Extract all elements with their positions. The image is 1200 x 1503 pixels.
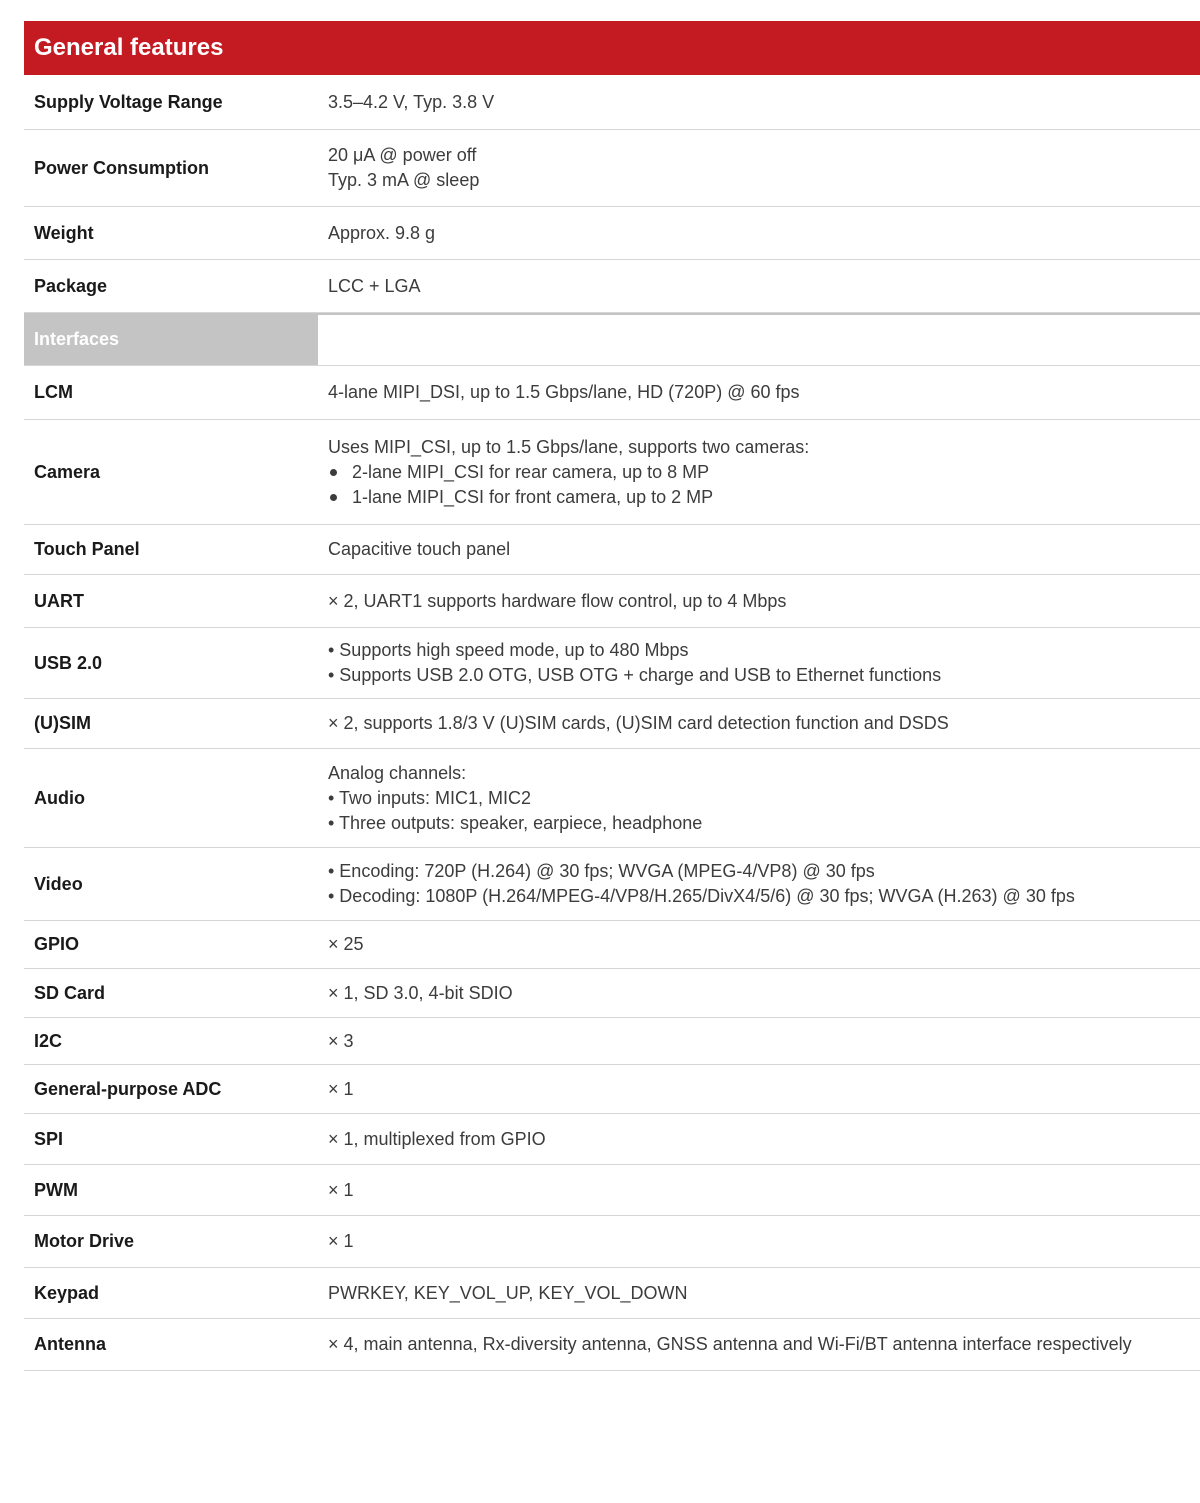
row-value bbox=[318, 1332, 1200, 1357]
value-line: × 1 bbox=[328, 1078, 354, 1099]
row-value bbox=[318, 1127, 1200, 1152]
row-value bbox=[318, 435, 1200, 510]
row-label: Touch Panel bbox=[34, 539, 140, 559]
section-divider bbox=[318, 313, 1200, 365]
row-label: UART bbox=[34, 590, 84, 611]
value-line: × 4, main antenna, Rx-diversity antenna, GNSS antenna and Wi-Fi/BT antenna interface respectively bbox=[328, 1334, 1132, 1354]
table-row bbox=[24, 1065, 1200, 1114]
row-value bbox=[318, 932, 1200, 957]
value-line: • Decoding: 1080P (H.264/MPEG-4/VP8/H.265/DivX4/5/6) @ 30 fps; WVGA (H.263) @ 30 fps bbox=[328, 886, 1075, 906]
row-value bbox=[318, 380, 1200, 405]
interfaces-table bbox=[24, 366, 1200, 1371]
table-row bbox=[24, 130, 1200, 207]
row-value bbox=[318, 1281, 1200, 1306]
row-label: I2C bbox=[34, 1030, 63, 1051]
row-label: Antenna bbox=[34, 1334, 106, 1354]
row-label: Supply Voltage Range bbox=[34, 91, 223, 112]
row-label: (U)SIM bbox=[34, 713, 91, 733]
row-value bbox=[318, 1029, 1200, 1054]
row-value bbox=[318, 221, 1200, 246]
bullet-icon bbox=[330, 494, 337, 501]
value-line: × 1 bbox=[328, 1179, 354, 1200]
row-label: Power Consumption bbox=[34, 157, 209, 178]
table-row bbox=[24, 1319, 1200, 1371]
value-line: 20 μA @ power off bbox=[328, 145, 477, 165]
value-line: × 25 bbox=[328, 934, 364, 954]
row-value bbox=[318, 143, 1200, 193]
table-row bbox=[24, 921, 1200, 969]
value-line: • Two inputs: MIC1, MIC2 bbox=[328, 787, 532, 808]
table-row bbox=[24, 1268, 1200, 1319]
value-line: Approx. 9.8 g bbox=[328, 222, 436, 243]
value-line: × 3 bbox=[328, 1030, 354, 1051]
table-row bbox=[24, 628, 1200, 699]
row-label: SPI bbox=[34, 1128, 64, 1149]
table-row bbox=[24, 260, 1200, 313]
row-value bbox=[318, 859, 1200, 909]
row-label: LCM bbox=[34, 382, 73, 402]
table-row bbox=[24, 969, 1200, 1018]
row-value bbox=[318, 1178, 1200, 1203]
row-label: Camera bbox=[34, 461, 101, 482]
section-header-interfaces bbox=[24, 313, 1200, 366]
table-row bbox=[24, 525, 1200, 575]
value-line: • Supports high speed mode, up to 480 Mbps bbox=[328, 640, 689, 660]
table-row bbox=[24, 848, 1200, 921]
bullet-text: 1-lane MIPI_CSI for front camera, up to 2 MP bbox=[352, 486, 714, 507]
table-row bbox=[24, 749, 1200, 848]
table-row bbox=[24, 1114, 1200, 1165]
row-value bbox=[318, 537, 1200, 562]
value-line: • Supports USB 2.0 OTG, USB OTG + charge and USB to Ethernet functions bbox=[328, 665, 942, 685]
value-line: Typ. 3 mA @ sleep bbox=[328, 170, 480, 190]
general-features-table bbox=[24, 75, 1200, 313]
value-line: LCC + LGA bbox=[328, 275, 421, 296]
row-value bbox=[318, 1077, 1200, 1102]
table-row bbox=[24, 207, 1200, 260]
value-line: Uses MIPI_CSI, up to 1.5 Gbps/lane, supports two cameras: bbox=[328, 436, 810, 457]
value-line: • Three outputs: speaker, earpiece, headphone bbox=[328, 812, 703, 833]
row-label: SD Card bbox=[34, 982, 106, 1003]
value-line: × 1 bbox=[328, 1231, 354, 1251]
table-row bbox=[24, 1018, 1200, 1065]
row-label: Video bbox=[34, 873, 83, 894]
row-value bbox=[318, 589, 1200, 614]
bullet-item bbox=[328, 485, 1200, 510]
row-label: PWM bbox=[34, 1179, 78, 1200]
value-line: × 1, SD 3.0, 4-bit SDIO bbox=[328, 982, 513, 1003]
bullet-item bbox=[328, 460, 1200, 485]
row-value bbox=[318, 761, 1200, 836]
row-label: Package bbox=[34, 275, 108, 296]
value-line: Capacitive touch panel bbox=[328, 539, 511, 559]
row-label: Audio bbox=[34, 787, 85, 808]
table-row bbox=[24, 699, 1200, 749]
row-value bbox=[318, 90, 1200, 115]
row-label: GPIO bbox=[34, 934, 80, 954]
row-label: General-purpose ADC bbox=[34, 1078, 222, 1099]
table-row bbox=[24, 575, 1200, 628]
row-value bbox=[318, 1229, 1200, 1254]
value-line: × 1, multiplexed from GPIO bbox=[328, 1128, 546, 1149]
row-label: USB 2.0 bbox=[34, 652, 103, 673]
table-row bbox=[24, 75, 1200, 130]
section-label: Interfaces bbox=[24, 313, 318, 365]
value-line: Analog channels: bbox=[328, 762, 467, 783]
value-line: • Encoding: 720P (H.264) @ 30 fps; WVGA (MPEG-4/VP8) @ 30 fps bbox=[328, 861, 875, 881]
table-row bbox=[24, 420, 1200, 525]
value-line: PWRKEY, KEY_VOL_UP, KEY_VOL_DOWN bbox=[328, 1282, 688, 1303]
spec-sheet bbox=[24, 21, 1200, 1371]
row-value bbox=[318, 274, 1200, 299]
table-row bbox=[24, 1165, 1200, 1216]
value-line: × 2, UART1 supports hardware flow control, up to 4 Mbps bbox=[328, 590, 787, 611]
row-value bbox=[318, 638, 1200, 688]
row-label: Keypad bbox=[34, 1282, 100, 1303]
table-row bbox=[24, 366, 1200, 420]
row-label: Motor Drive bbox=[34, 1231, 135, 1251]
page-title: General features bbox=[24, 21, 1200, 75]
bullet-icon bbox=[330, 469, 337, 476]
row-label: Weight bbox=[34, 222, 94, 243]
bullet-text: 2-lane MIPI_CSI for rear camera, up to 8 MP bbox=[352, 461, 710, 482]
value-line: 4-lane MIPI_DSI, up to 1.5 Gbps/lane, HD (720P) @ 60 fps bbox=[328, 382, 800, 402]
value-line: × 2, supports 1.8/3 V (U)SIM cards, (U)SIM card detection function and DSDS bbox=[328, 713, 949, 733]
value-line: 3.5–4.2 V, Typ. 3.8 V bbox=[328, 91, 495, 112]
row-value bbox=[318, 711, 1200, 736]
table-row bbox=[24, 1216, 1200, 1268]
row-value bbox=[318, 981, 1200, 1006]
